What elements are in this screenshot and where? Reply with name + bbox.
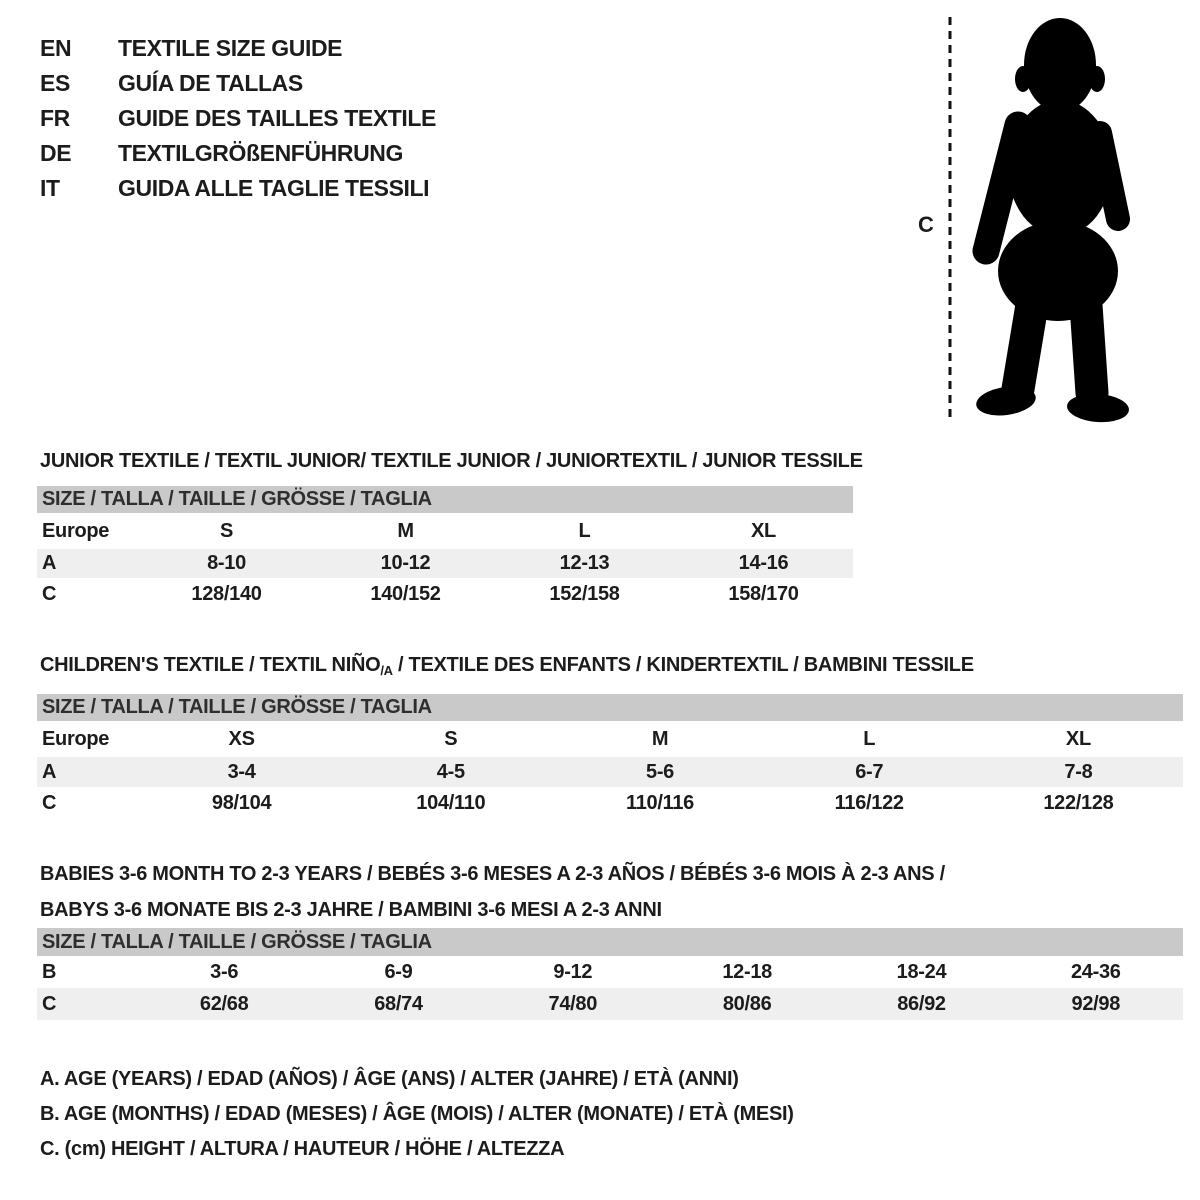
height-measure-label: C [918,212,934,237]
size-cell: 6-7 [855,760,884,783]
size-cell: 14-16 [738,552,789,574]
lang-code: IT [40,175,60,201]
lang-row-en [40,31,436,66]
size-cell: 9-12 [553,960,593,983]
size-cell: XL [1065,727,1091,750]
size-cell: 158/170 [728,583,799,605]
size-cell: 128/140 [191,583,262,605]
lang-title: GUÍA DE TALLAS [118,70,303,96]
size-cell: XS [228,727,255,750]
toddler-body [974,18,1130,424]
lang-code: ES [40,70,70,96]
lang-row-de [40,136,436,171]
table-row [37,721,1183,757]
lang-code: EN [40,35,72,61]
table-row [37,549,853,578]
row-label: C [42,583,57,605]
row-label: Europe [42,519,110,542]
size-cell: L [578,519,591,542]
table-row [37,787,1183,820]
size-cell: 86/92 [897,992,946,1015]
row-label: A [42,552,57,574]
size-cell: 62/68 [199,992,249,1015]
size-cell: 4-5 [436,760,465,783]
size-bar-label: SIZE / TALLA / TAILLE / GRÖSSE / TAGLIA [42,488,432,510]
footnotes-block [40,1062,794,1167]
size-cell: 110/116 [626,792,694,814]
lang-title: GUIDA ALLE TAGLIE TESSILI [118,175,430,201]
toddler-silhouette [940,13,1140,425]
size-cell: 98/104 [211,792,272,814]
lang-code: FR [40,105,70,131]
junior-size-header-bar [37,486,853,513]
size-cell: M [397,519,414,542]
size-cell: XL [751,519,776,542]
lang-row-es [40,66,436,101]
children-title-sub: /A [380,662,393,678]
size-cell: 140/152 [370,583,441,605]
table-row [37,757,1183,787]
row-label: B [42,960,57,983]
babies-size-header-bar [37,928,1183,956]
table-row [37,578,853,611]
row-label: C [42,992,57,1015]
children-title-main: CHILDREN'S TEXTILE / TEXTIL NIÑO [40,653,381,676]
row-label: C [42,792,57,814]
size-cell: 74/80 [548,992,598,1015]
language-title-block [40,31,436,206]
row-label: A [42,760,57,783]
size-cell: 122/128 [1043,792,1114,814]
children-section-title [40,654,974,678]
size-cell: M [651,727,669,750]
junior-section-title: JUNIOR TEXTILE / TEXTIL JUNIOR/ TEXTILE JUNIOR / JUNIORTEXTIL / JUNIOR TESSILE [40,449,863,472]
table-row [37,513,853,549]
footnote-c: C. (cm) HEIGHT / ALTURA / HAUTEUR / HÖHE / ALTEZZA [40,1138,565,1160]
size-bar-label: SIZE / TALLA / TAILLE / GRÖSSE / TAGLIA [42,930,432,953]
children-title-rest: / TEXTILE DES ENFANTS / KINDERTEXTIL / BAMBINI TESSILE [392,653,974,676]
size-cell: 92/98 [1071,992,1121,1015]
lang-code: DE [40,140,72,166]
lang-row-it [40,171,436,206]
table-row [37,956,1183,988]
size-cell: 80/86 [722,992,772,1015]
footnote-a: A. AGE (YEARS) / EDAD (AÑOS) / ÂGE (ANS) / ALTER (JAHRE) / ETÀ (ANNI) [40,1068,739,1090]
size-cell: 12-18 [722,960,772,983]
size-cell: 12-13 [559,552,610,574]
size-cell: 18-24 [896,960,947,983]
lang-title: TEXTILGRÖßENFÜHRUNG [118,140,403,166]
size-cell: 5-6 [646,760,675,783]
size-cell: 3-6 [210,960,239,983]
size-cell: 104/110 [416,792,486,814]
babies-section-title-line1: BABIES 3-6 MONTH TO 2-3 YEARS / BEBÉS 3-6 MESES A 2-3 AÑOS / BÉBÉS 3-6 MOIS À 2-3 ANS / [40,862,945,885]
lang-title: TEXTILE SIZE GUIDE [118,35,343,61]
size-cell: 24-36 [1070,960,1121,983]
size-cell: 68/74 [374,992,423,1015]
size-cell: S [219,519,234,542]
babies-section-title-line2: BABYS 3-6 MONATE BIS 2-3 JAHRE / BAMBINI 3-6 MESI A 2-3 ANNI [40,898,662,921]
size-cell: S [444,727,458,750]
row-label: Europe [42,727,110,750]
size-cell: 7-8 [1064,760,1093,783]
size-cell: 152/158 [549,583,620,605]
size-cell: 116/122 [834,792,904,814]
lang-row-fr [40,101,436,136]
lang-title: GUIDE DES TAILLES TEXTILE [118,105,436,131]
children-size-header-bar [37,694,1183,721]
size-cell: 10-12 [380,552,431,574]
size-cell: 6-9 [384,960,413,983]
footnote-b: B. AGE (MONTHS) / EDAD (MESES) / ÂGE (MOIS) / ALTER (MONATE) / ETÀ (MESI) [40,1103,794,1125]
size-cell: 8-10 [207,552,246,574]
size-bar-label: SIZE / TALLA / TAILLE / GRÖSSE / TAGLIA [42,696,432,718]
table-row [37,988,1183,1020]
size-cell: 3-4 [227,760,256,783]
size-cell: L [863,727,876,750]
